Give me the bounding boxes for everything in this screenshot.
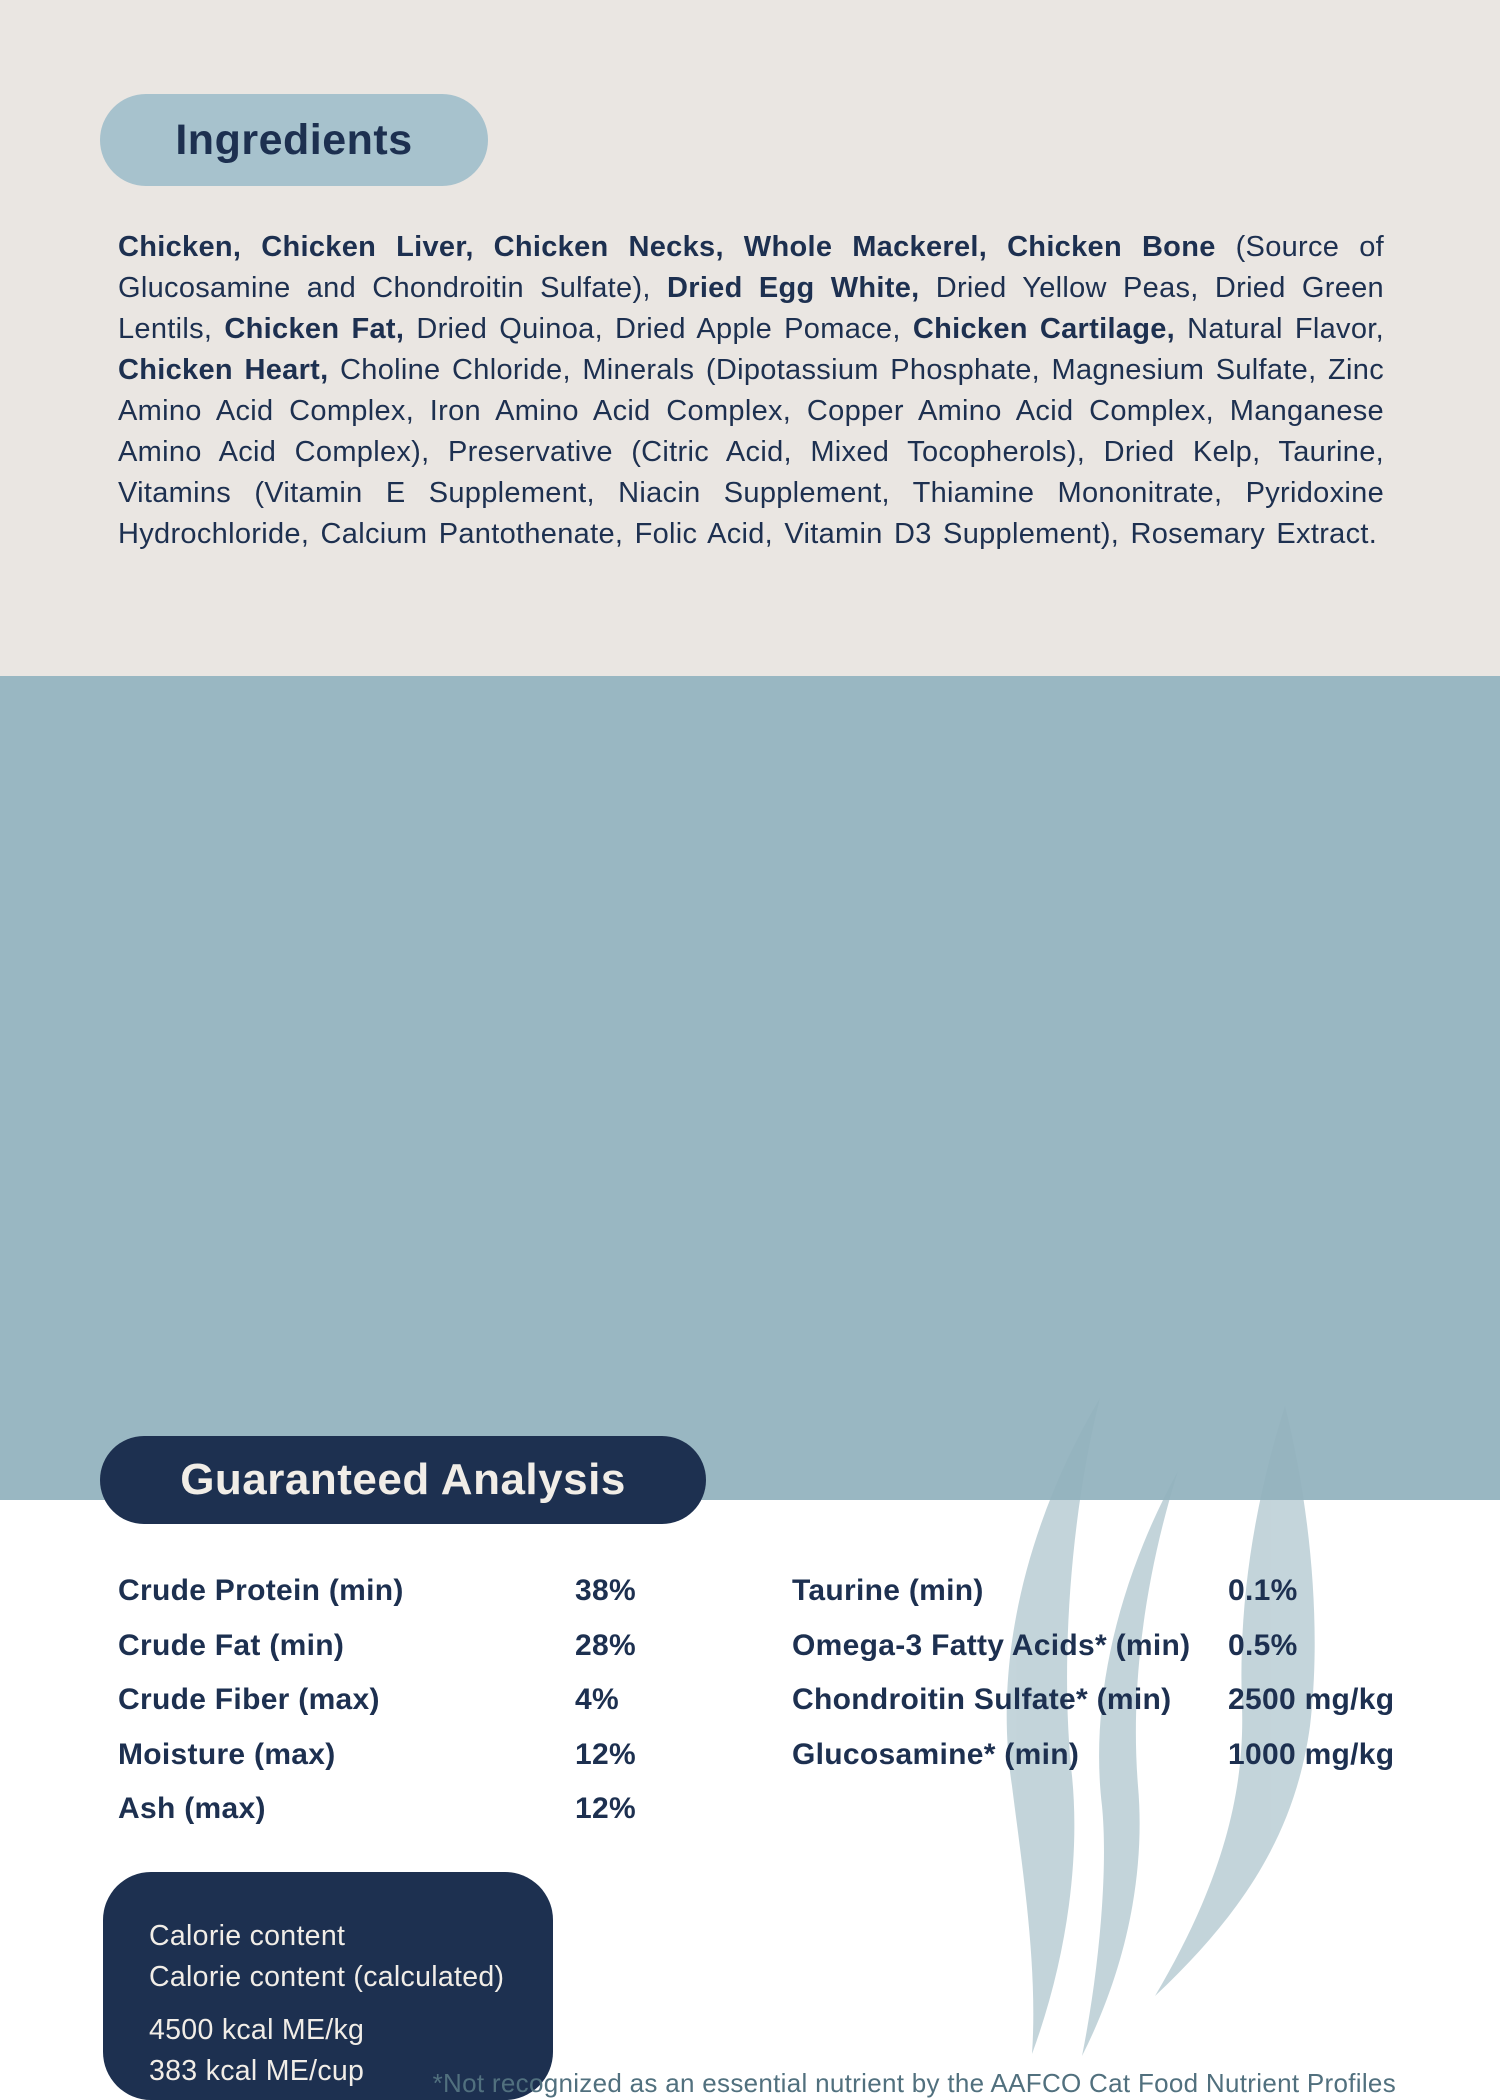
analysis-row-label: Crude Protein (min) [118, 1574, 404, 1608]
ingredient-segment: Chicken, Chicken Liver, Chicken Necks, Whole Mackerel, Chicken Bone [118, 231, 1216, 263]
ingredient-segment: Dried Quinoa, Dried Apple Pomace, [404, 313, 913, 345]
analysis-row-label: Glucosamine* (min) [792, 1737, 1080, 1771]
analysis-row-value: 1000 mg/kg [1228, 1737, 1395, 1771]
ingredient-segment: Choline Chloride, Minerals (Dipotassium Phosphate, Magnesium Sulfate, Zinc Amino Acid Complex, Iron Amino Acid Complex, Copper Amino Acid Complex, Manganese Amino Acid Complex), Preservative (Citric Acid, Mixed Tocopherols), Dried Kelp, Taurine, Vitamins (Vitamin E Supplement, Niacin Supplement, Thiamine Mononitrate, Pyridoxine Hydrochloride, Calcium Pantothenate, Folic Acid, Vitamin D3 Supplement), Rosemary Extract. [118, 354, 1384, 550]
ingredient-segment: Chicken Heart, [118, 354, 329, 386]
analysis-row [118, 1782, 758, 1837]
analysis-row [792, 1619, 1452, 1674]
analysis-row-label: Taurine (min) [792, 1574, 984, 1608]
aafco-footnote: *Not recognized as an essential nutrient by the AAFCO Cat Food Nutrient Profiles [432, 2068, 1396, 2098]
ingredient-segment: Natural Flavor, [1175, 313, 1385, 345]
analysis-column-right [792, 1564, 1452, 1782]
analysis-row-value: 0.5% [1228, 1628, 1298, 1662]
ingredient-segment: Chicken Cartilage, [912, 313, 1176, 345]
ingredient-segment: Dried Yellow Peas, Dried Green Lentils, [118, 272, 1384, 345]
calorie-title-line2: Calorie content (calculated) [149, 1961, 505, 1993]
analysis-column-left [118, 1564, 758, 1837]
ingredients-title: Ingredients [175, 115, 413, 164]
analysis-row-value: 28% [575, 1628, 636, 1662]
analysis-row-label: Chondroitin Sulfate* (min) [792, 1683, 1172, 1717]
guaranteed-analysis-section [0, 676, 1500, 2098]
calorie-value-kg: 4500 kcal ME/kg [149, 2014, 365, 2046]
analysis-row-value: 12% [575, 1737, 636, 1771]
ingredients-section [0, 0, 1500, 676]
calorie-title-line1: Calorie content [149, 1920, 346, 1952]
guaranteed-analysis-header-pill [100, 1436, 706, 1524]
analysis-row [792, 1564, 1452, 1619]
analysis-row [118, 1564, 758, 1619]
ingredient-segment: Dried Egg White, [667, 272, 920, 304]
analysis-row-value: 0.1% [1228, 1574, 1298, 1608]
ingredients-header-pill [100, 94, 488, 186]
ingredient-segment: Chicken Fat, [224, 313, 405, 345]
analysis-row-value: 12% [575, 1792, 636, 1826]
analysis-row-label: Crude Fat (min) [118, 1628, 345, 1662]
ingredients-text [118, 227, 1384, 555]
analysis-row-value: 38% [575, 1574, 636, 1608]
guaranteed-analysis-title: Guaranteed Analysis [180, 1455, 626, 1504]
analysis-row-label: Crude Fiber (max) [118, 1683, 380, 1717]
analysis-row [118, 1619, 758, 1674]
ingredient-segment: (Source of Glucosamine and Chondroitin Sulfate), [118, 231, 1384, 304]
calorie-value-cup: 383 kcal ME/cup [149, 2055, 365, 2087]
analysis-row-label: Ash (max) [118, 1792, 266, 1826]
analysis-row-value: 4% [575, 1683, 619, 1717]
analysis-row [118, 1728, 758, 1783]
analysis-row-value: 2500 mg/kg [1228, 1683, 1395, 1717]
calorie-content-box [103, 1872, 553, 2100]
analysis-row [792, 1673, 1452, 1728]
analysis-row-label: Omega-3 Fatty Acids* (min) [792, 1628, 1191, 1662]
analysis-row-label: Moisture (max) [118, 1737, 336, 1771]
analysis-row [792, 1728, 1452, 1783]
analysis-row [118, 1673, 758, 1728]
